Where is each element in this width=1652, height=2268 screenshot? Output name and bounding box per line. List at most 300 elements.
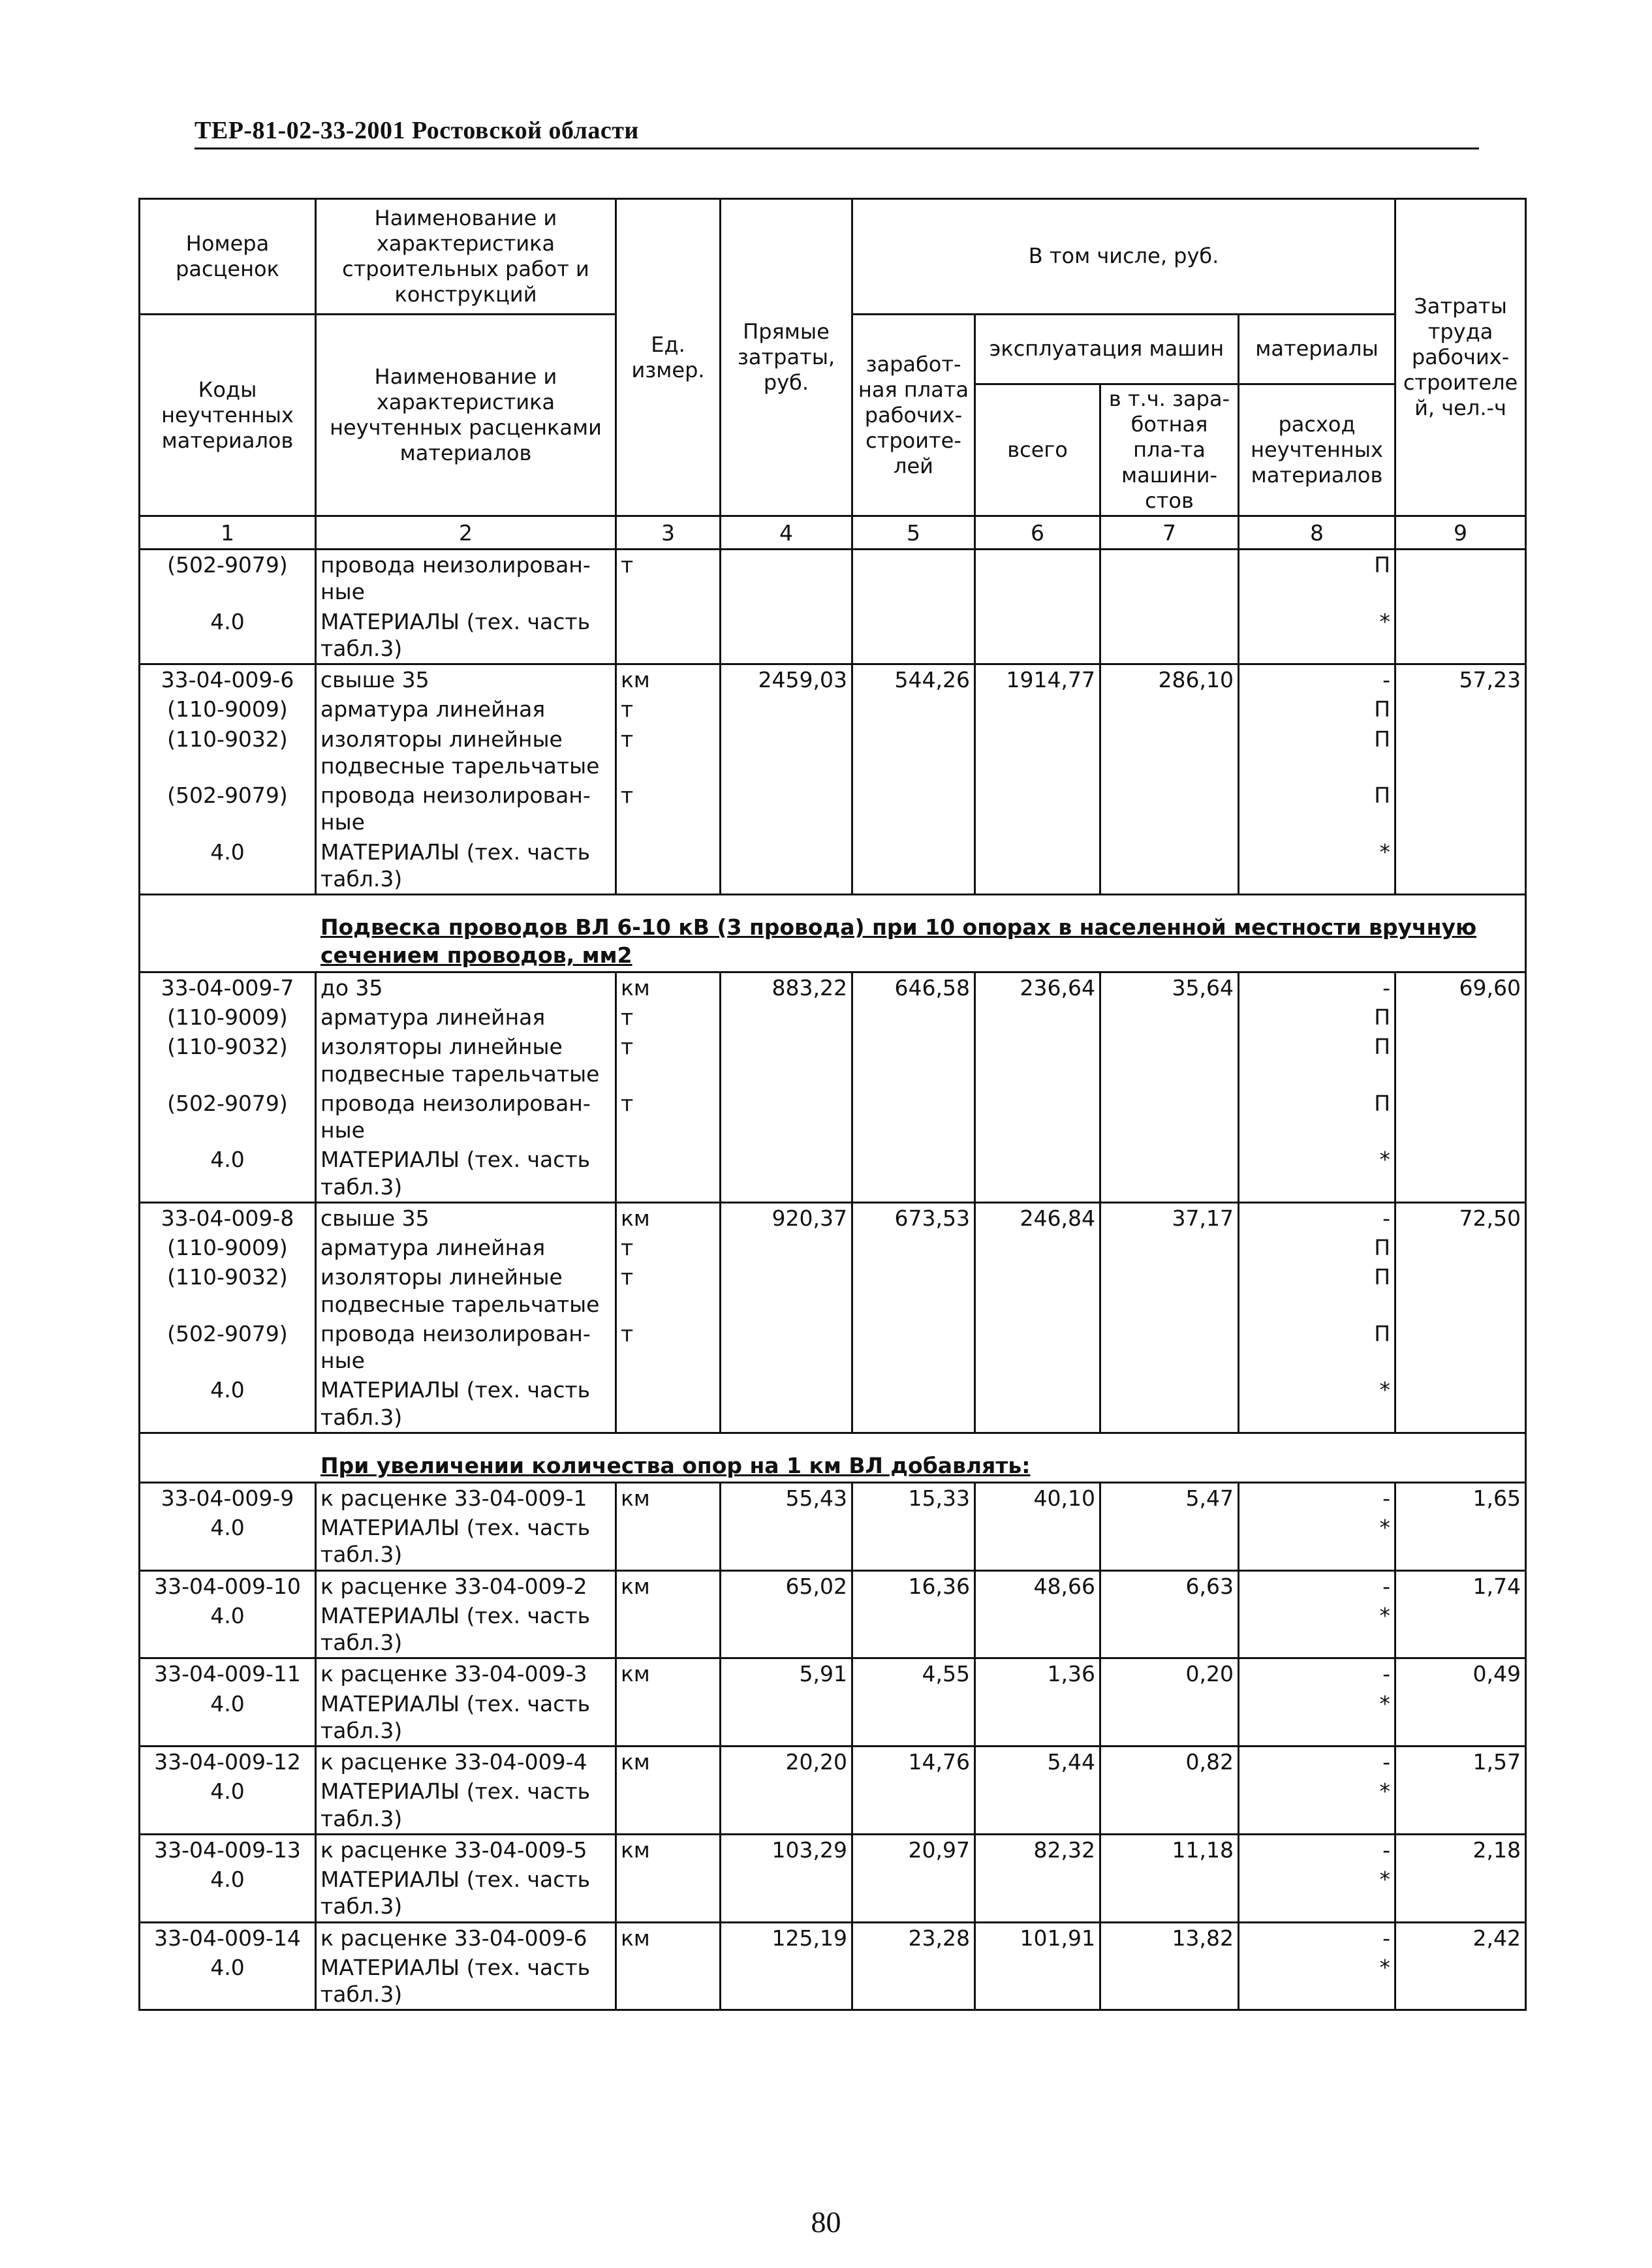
row-wages bbox=[852, 694, 975, 724]
row-name: свыше 35 bbox=[316, 1202, 616, 1233]
column-number: 7 bbox=[1100, 516, 1239, 550]
row-labor bbox=[1395, 781, 1526, 837]
row-wages bbox=[852, 1002, 975, 1032]
row-machinist-wages bbox=[1100, 1777, 1239, 1834]
page-number: 80 bbox=[811, 2205, 841, 2239]
row-machinist-wages: 37,17 bbox=[1100, 1202, 1239, 1233]
row-labor bbox=[1395, 837, 1526, 895]
table-row bbox=[140, 1658, 1526, 1689]
row-machines-total bbox=[975, 1777, 1100, 1834]
column-number: 9 bbox=[1395, 516, 1526, 550]
header-materials-usage: расход неучтенных материалов bbox=[1239, 384, 1395, 516]
row-labor: 1,65 bbox=[1395, 1482, 1526, 1513]
table-row bbox=[140, 1145, 1526, 1202]
table-row bbox=[140, 1002, 1526, 1032]
table-row bbox=[140, 1233, 1526, 1262]
row-machines-total bbox=[975, 550, 1100, 607]
table-row bbox=[140, 1834, 1526, 1865]
row-materials: * bbox=[1239, 1513, 1395, 1570]
row-name: провода неизолирован-ные bbox=[316, 550, 616, 607]
row-materials: П bbox=[1239, 781, 1395, 837]
page-header bbox=[195, 116, 1479, 149]
row-labor bbox=[1395, 1375, 1526, 1433]
row-name: арматура линейная bbox=[316, 1233, 616, 1262]
row-machinist-wages bbox=[1100, 1513, 1239, 1570]
table-row bbox=[140, 664, 1526, 695]
row-machinist-wages: 11,18 bbox=[1100, 1834, 1239, 1865]
row-name: МАТЕРИАЛЫ (тех. часть табл.3) bbox=[316, 1375, 616, 1433]
column-number: 5 bbox=[852, 516, 975, 550]
row-direct-costs: 883,22 bbox=[721, 972, 852, 1002]
row-direct-costs bbox=[721, 1777, 852, 1834]
row-machinist-wages: 6,63 bbox=[1100, 1570, 1239, 1601]
row-code: (110-9009) bbox=[140, 1002, 316, 1032]
row-machines-total bbox=[975, 1002, 1100, 1032]
row-labor bbox=[1395, 1145, 1526, 1202]
row-wages bbox=[852, 724, 975, 781]
row-machines-total bbox=[975, 1319, 1100, 1376]
row-wages: 544,26 bbox=[852, 664, 975, 695]
header-machinist-wages: в т.ч. зара-ботная пла-та машини-стов bbox=[1100, 384, 1239, 516]
table-row bbox=[140, 1922, 1526, 1953]
row-wages: 673,53 bbox=[852, 1202, 975, 1233]
row-unit: т bbox=[616, 1032, 721, 1089]
table-row bbox=[140, 724, 1526, 781]
header-including: В том числе, руб. bbox=[852, 199, 1395, 315]
row-wages bbox=[852, 607, 975, 664]
row-code: (110-9032) bbox=[140, 1262, 316, 1319]
row-code: 4.0 bbox=[140, 1375, 316, 1433]
row-wages: 15,33 bbox=[852, 1482, 975, 1513]
row-name: к расценке 33-04-009-1 bbox=[316, 1482, 616, 1513]
row-direct-costs bbox=[721, 1601, 852, 1658]
row-name: провода неизолирован-ные bbox=[316, 1319, 616, 1376]
row-name: арматура линейная bbox=[316, 694, 616, 724]
row-name: к расценке 33-04-009-3 bbox=[316, 1658, 616, 1689]
column-number: 6 bbox=[975, 516, 1100, 550]
row-direct-costs: 103,29 bbox=[721, 1834, 852, 1865]
column-number: 1 bbox=[140, 516, 316, 550]
row-materials: П bbox=[1239, 1089, 1395, 1145]
row-name: МАТЕРИАЛЫ (тех. часть табл.3) bbox=[316, 1145, 616, 1202]
section-heading-row bbox=[140, 895, 1526, 972]
row-name: провода неизолирован-ные bbox=[316, 1089, 616, 1145]
row-unit: км bbox=[616, 1570, 721, 1601]
row-name: к расценке 33-04-009-5 bbox=[316, 1834, 616, 1865]
row-labor bbox=[1395, 1513, 1526, 1570]
table-row bbox=[140, 1202, 1526, 1233]
row-materials: П bbox=[1239, 1233, 1395, 1262]
row-name: арматура линейная bbox=[316, 1002, 616, 1032]
row-machines-total bbox=[975, 837, 1100, 895]
row-labor: 72,50 bbox=[1395, 1202, 1526, 1233]
row-direct-costs bbox=[721, 1002, 852, 1032]
table-row bbox=[140, 1953, 1526, 2010]
row-labor bbox=[1395, 1089, 1526, 1145]
row-machinist-wages bbox=[1100, 1865, 1239, 1922]
row-direct-costs bbox=[721, 694, 852, 724]
row-labor: 69,60 bbox=[1395, 972, 1526, 1002]
row-machinist-wages: 5,47 bbox=[1100, 1482, 1239, 1513]
row-machinist-wages bbox=[1100, 1145, 1239, 1202]
row-name: МАТЕРИАЛЫ (тех. часть табл.3) bbox=[316, 1513, 616, 1570]
row-materials: - bbox=[1239, 972, 1395, 1002]
row-machinist-wages bbox=[1100, 607, 1239, 664]
row-machines-total bbox=[975, 1233, 1100, 1262]
row-machinist-wages bbox=[1100, 1319, 1239, 1376]
row-materials: П bbox=[1239, 550, 1395, 607]
table-row bbox=[140, 550, 1526, 607]
row-materials: * bbox=[1239, 607, 1395, 664]
row-materials: - bbox=[1239, 1570, 1395, 1601]
row-wages bbox=[852, 1953, 975, 2010]
row-code: (110-9032) bbox=[140, 724, 316, 781]
row-labor bbox=[1395, 1865, 1526, 1922]
row-direct-costs bbox=[721, 1375, 852, 1433]
header-unit: Ед. измер. bbox=[616, 199, 721, 516]
row-labor: 57,23 bbox=[1395, 664, 1526, 695]
row-machines-total: 40,10 bbox=[975, 1482, 1100, 1513]
row-code: 4.0 bbox=[140, 1777, 316, 1834]
row-direct-costs: 125,19 bbox=[721, 1922, 852, 1953]
row-labor bbox=[1395, 724, 1526, 781]
row-materials: * bbox=[1239, 1145, 1395, 1202]
row-direct-costs bbox=[721, 1145, 852, 1202]
row-name: к расценке 33-04-009-6 bbox=[316, 1922, 616, 1953]
row-machinist-wages: 286,10 bbox=[1100, 664, 1239, 695]
row-direct-costs bbox=[721, 607, 852, 664]
row-code: 4.0 bbox=[140, 1689, 316, 1747]
row-unit: т bbox=[616, 694, 721, 724]
row-materials: * bbox=[1239, 1375, 1395, 1433]
row-unit bbox=[616, 1601, 721, 1658]
row-wages bbox=[852, 1032, 975, 1089]
row-materials: - bbox=[1239, 664, 1395, 695]
row-unit bbox=[616, 837, 721, 895]
row-labor bbox=[1395, 1689, 1526, 1747]
row-machines-total bbox=[975, 607, 1100, 664]
row-machines-total: 5,44 bbox=[975, 1747, 1100, 1777]
row-materials: П bbox=[1239, 694, 1395, 724]
row-direct-costs bbox=[721, 1233, 852, 1262]
row-direct-costs bbox=[721, 781, 852, 837]
row-direct-costs bbox=[721, 1089, 852, 1145]
row-unit bbox=[616, 1375, 721, 1433]
header-row-1 bbox=[140, 199, 1526, 315]
row-machines-total bbox=[975, 1865, 1100, 1922]
row-machinist-wages: 0,82 bbox=[1100, 1747, 1239, 1777]
row-machinist-wages bbox=[1100, 694, 1239, 724]
row-materials: * bbox=[1239, 1953, 1395, 2010]
row-machinist-wages: 0,20 bbox=[1100, 1658, 1239, 1689]
row-materials: * bbox=[1239, 837, 1395, 895]
row-labor: 2,42 bbox=[1395, 1922, 1526, 1953]
row-materials: - bbox=[1239, 1834, 1395, 1865]
row-machinist-wages bbox=[1100, 781, 1239, 837]
header-direct-costs: Прямые затраты, руб. bbox=[721, 199, 852, 516]
row-labor bbox=[1395, 694, 1526, 724]
header-codes: Номера расценок bbox=[140, 199, 316, 315]
row-unit: т bbox=[616, 781, 721, 837]
row-machines-total: 48,66 bbox=[975, 1570, 1100, 1601]
row-name: МАТЕРИАЛЫ (тех. часть табл.3) bbox=[316, 1777, 616, 1834]
row-unit bbox=[616, 1145, 721, 1202]
row-labor bbox=[1395, 1032, 1526, 1089]
row-unit: км bbox=[616, 664, 721, 695]
row-direct-costs bbox=[721, 1689, 852, 1747]
row-materials: - bbox=[1239, 1747, 1395, 1777]
table-row bbox=[140, 1570, 1526, 1601]
row-materials: * bbox=[1239, 1601, 1395, 1658]
row-labor bbox=[1395, 1002, 1526, 1032]
section-title: При увеличении количества опор на 1 км ВЛ добавлять: bbox=[320, 1452, 1031, 1478]
row-code: 33-04-009-11 bbox=[140, 1658, 316, 1689]
row-wages bbox=[852, 1145, 975, 1202]
table-row bbox=[140, 694, 1526, 724]
column-number: 3 bbox=[616, 516, 721, 550]
row-name: МАТЕРИАЛЫ (тех. часть табл.3) bbox=[316, 1601, 616, 1658]
row-wages bbox=[852, 1319, 975, 1376]
row-unit: км bbox=[616, 972, 721, 1002]
table-row bbox=[140, 1262, 1526, 1319]
row-direct-costs: 5,91 bbox=[721, 1658, 852, 1689]
row-unit bbox=[616, 1865, 721, 1922]
table-row bbox=[140, 1601, 1526, 1658]
row-name: МАТЕРИАЛЫ (тех. часть табл.3) bbox=[316, 1689, 616, 1747]
row-labor bbox=[1395, 1953, 1526, 2010]
row-direct-costs: 920,37 bbox=[721, 1202, 852, 1233]
row-wages: 20,97 bbox=[852, 1834, 975, 1865]
row-unit: т bbox=[616, 1089, 721, 1145]
table-row bbox=[140, 1865, 1526, 1922]
row-labor: 1,74 bbox=[1395, 1570, 1526, 1601]
row-machinist-wages bbox=[1100, 1089, 1239, 1145]
row-machines-total bbox=[975, 694, 1100, 724]
row-code: 33-04-009-10 bbox=[140, 1570, 316, 1601]
header-materials: материалы bbox=[1239, 315, 1395, 384]
row-code: 4.0 bbox=[140, 1145, 316, 1202]
row-unit bbox=[616, 1513, 721, 1570]
row-unit: км bbox=[616, 1658, 721, 1689]
row-wages: 23,28 bbox=[852, 1922, 975, 1953]
row-machinist-wages bbox=[1100, 1375, 1239, 1433]
row-wages bbox=[852, 1865, 975, 1922]
row-unit: т bbox=[616, 1319, 721, 1376]
row-unit bbox=[616, 1953, 721, 2010]
row-unit: км bbox=[616, 1747, 721, 1777]
column-numbers-row bbox=[140, 516, 1526, 550]
row-direct-costs: 2459,03 bbox=[721, 664, 852, 695]
header-unaccounted-codes: Коды неучтенных материалов bbox=[140, 315, 316, 516]
row-labor bbox=[1395, 1777, 1526, 1834]
row-code: 33-04-009-6 bbox=[140, 664, 316, 695]
row-wages: 4,55 bbox=[852, 1658, 975, 1689]
row-code: (502-9079) bbox=[140, 1319, 316, 1376]
row-labor bbox=[1395, 1319, 1526, 1376]
row-code: 4.0 bbox=[140, 1513, 316, 1570]
row-machines-total bbox=[975, 1032, 1100, 1089]
row-materials: - bbox=[1239, 1922, 1395, 1953]
row-labor: 2,18 bbox=[1395, 1834, 1526, 1865]
row-code: (110-9009) bbox=[140, 1233, 316, 1262]
table-row bbox=[140, 607, 1526, 664]
row-labor bbox=[1395, 1601, 1526, 1658]
row-name: провода неизолирован-ные bbox=[316, 781, 616, 837]
section-title: Подвеска проводов ВЛ 6-10 кВ (3 провода) при 10 опорах в населенной местности вручную сечением проводов, мм2 bbox=[320, 914, 1477, 969]
row-name: свыше 35 bbox=[316, 664, 616, 695]
section-heading-row bbox=[140, 1433, 1526, 1482]
column-number: 4 bbox=[721, 516, 852, 550]
row-code: 4.0 bbox=[140, 1865, 316, 1922]
row-wages bbox=[852, 550, 975, 607]
table-row bbox=[140, 1689, 1526, 1747]
header-name: Наименование и характеристика строительных работ и конструкций bbox=[316, 199, 616, 315]
row-machines-total: 236,64 bbox=[975, 972, 1100, 1002]
row-name: МАТЕРИАЛЫ (тех. часть табл.3) bbox=[316, 1865, 616, 1922]
row-code: (502-9079) bbox=[140, 550, 316, 607]
row-machinist-wages bbox=[1100, 1601, 1239, 1658]
row-name: МАТЕРИАЛЫ (тех. часть табл.3) bbox=[316, 1953, 616, 2010]
row-labor: 0,49 bbox=[1395, 1658, 1526, 1689]
rates-table bbox=[138, 198, 1527, 2011]
row-direct-costs bbox=[721, 724, 852, 781]
row-machines-total bbox=[975, 1145, 1100, 1202]
table-row bbox=[140, 972, 1526, 1002]
row-wages bbox=[852, 1375, 975, 1433]
row-wages bbox=[852, 1601, 975, 1658]
document-title: ТЕР-81-02-33-2001 Ростовской области bbox=[195, 117, 639, 144]
row-unit: т bbox=[616, 1233, 721, 1262]
row-direct-costs bbox=[721, 1262, 852, 1319]
row-machinist-wages bbox=[1100, 1233, 1239, 1262]
table-row bbox=[140, 1747, 1526, 1777]
header-wages: заработ-ная плата рабочих-строите-лей bbox=[852, 315, 975, 516]
row-materials: П bbox=[1239, 1319, 1395, 1376]
row-unit: км bbox=[616, 1482, 721, 1513]
row-code: 33-04-009-14 bbox=[140, 1922, 316, 1953]
row-wages bbox=[852, 1262, 975, 1319]
row-direct-costs bbox=[721, 1865, 852, 1922]
row-machinist-wages bbox=[1100, 837, 1239, 895]
row-name: изоляторы линейные подвесные тарельчатые bbox=[316, 1262, 616, 1319]
table-row bbox=[140, 1089, 1526, 1145]
row-direct-costs: 20,20 bbox=[721, 1747, 852, 1777]
row-materials: - bbox=[1239, 1202, 1395, 1233]
row-machinist-wages bbox=[1100, 550, 1239, 607]
row-wages: 16,36 bbox=[852, 1570, 975, 1601]
row-unit bbox=[616, 1689, 721, 1747]
row-code: 33-04-009-9 bbox=[140, 1482, 316, 1513]
row-unit: т bbox=[616, 550, 721, 607]
table-row bbox=[140, 1482, 1526, 1513]
row-machines-total bbox=[975, 1513, 1100, 1570]
row-wages: 14,76 bbox=[852, 1747, 975, 1777]
row-machines-total bbox=[975, 724, 1100, 781]
row-wages bbox=[852, 1689, 975, 1747]
row-direct-costs bbox=[721, 1953, 852, 2010]
row-labor bbox=[1395, 550, 1526, 607]
row-wages bbox=[852, 1513, 975, 1570]
row-machines-total bbox=[975, 781, 1100, 837]
row-code: (110-9032) bbox=[140, 1032, 316, 1089]
row-code: 4.0 bbox=[140, 1601, 316, 1658]
row-materials: - bbox=[1239, 1658, 1395, 1689]
row-name: изоляторы линейные подвесные тарельчатые bbox=[316, 724, 616, 781]
row-machinist-wages bbox=[1100, 1689, 1239, 1747]
row-materials: * bbox=[1239, 1689, 1395, 1747]
row-code: 33-04-009-8 bbox=[140, 1202, 316, 1233]
row-wages bbox=[852, 781, 975, 837]
table-row bbox=[140, 837, 1526, 895]
row-code: (110-9009) bbox=[140, 694, 316, 724]
row-code: 4.0 bbox=[140, 1953, 316, 2010]
row-code: (502-9079) bbox=[140, 1089, 316, 1145]
row-materials: П bbox=[1239, 1032, 1395, 1089]
row-machinist-wages: 35,64 bbox=[1100, 972, 1239, 1002]
table-row bbox=[140, 1375, 1526, 1433]
row-wages bbox=[852, 837, 975, 895]
row-code: 33-04-009-7 bbox=[140, 972, 316, 1002]
row-wages bbox=[852, 1777, 975, 1834]
row-machines-total bbox=[975, 1375, 1100, 1433]
row-materials: П bbox=[1239, 1262, 1395, 1319]
row-machines-total bbox=[975, 1689, 1100, 1747]
row-unit: т bbox=[616, 724, 721, 781]
row-unit: км bbox=[616, 1202, 721, 1233]
row-machines-total bbox=[975, 1953, 1100, 2010]
row-direct-costs: 55,43 bbox=[721, 1482, 852, 1513]
row-name: к расценке 33-04-009-4 bbox=[316, 1747, 616, 1777]
row-labor: 1,57 bbox=[1395, 1747, 1526, 1777]
table-row bbox=[140, 1513, 1526, 1570]
column-number: 8 bbox=[1239, 516, 1395, 550]
row-machines-total bbox=[975, 1601, 1100, 1658]
row-wages bbox=[852, 1233, 975, 1262]
row-direct-costs: 65,02 bbox=[721, 1570, 852, 1601]
table-row bbox=[140, 781, 1526, 837]
row-direct-costs bbox=[721, 1319, 852, 1376]
row-direct-costs bbox=[721, 837, 852, 895]
header-machines: эксплуатация машин bbox=[975, 315, 1239, 384]
row-code: 33-04-009-13 bbox=[140, 1834, 316, 1865]
row-direct-costs bbox=[721, 1032, 852, 1089]
row-code: (502-9079) bbox=[140, 781, 316, 837]
row-machinist-wages bbox=[1100, 1953, 1239, 2010]
row-wages bbox=[852, 1089, 975, 1145]
row-name: изоляторы линейные подвесные тарельчатые bbox=[316, 1032, 616, 1089]
row-name: к расценке 33-04-009-2 bbox=[316, 1570, 616, 1601]
row-machines-total: 1,36 bbox=[975, 1658, 1100, 1689]
row-materials: * bbox=[1239, 1865, 1395, 1922]
row-code: 4.0 bbox=[140, 607, 316, 664]
row-code: 33-04-009-12 bbox=[140, 1747, 316, 1777]
row-unit bbox=[616, 1777, 721, 1834]
row-direct-costs bbox=[721, 1513, 852, 1570]
row-direct-costs bbox=[721, 550, 852, 607]
row-labor bbox=[1395, 1262, 1526, 1319]
row-materials: * bbox=[1239, 1777, 1395, 1834]
row-machines-total: 1914,77 bbox=[975, 664, 1100, 695]
row-unit: км bbox=[616, 1834, 721, 1865]
table-row bbox=[140, 1032, 1526, 1089]
row-wages: 646,58 bbox=[852, 972, 975, 1002]
row-machines-total: 246,84 bbox=[975, 1202, 1100, 1233]
header-unaccounted-name: Наименование и характеристика неучтенных расценками материалов bbox=[316, 315, 616, 516]
row-name: МАТЕРИАЛЫ (тех. часть табл.3) bbox=[316, 607, 616, 664]
row-unit: т bbox=[616, 1002, 721, 1032]
row-labor bbox=[1395, 1233, 1526, 1262]
row-name: МАТЕРИАЛЫ (тех. часть табл.3) bbox=[316, 837, 616, 895]
